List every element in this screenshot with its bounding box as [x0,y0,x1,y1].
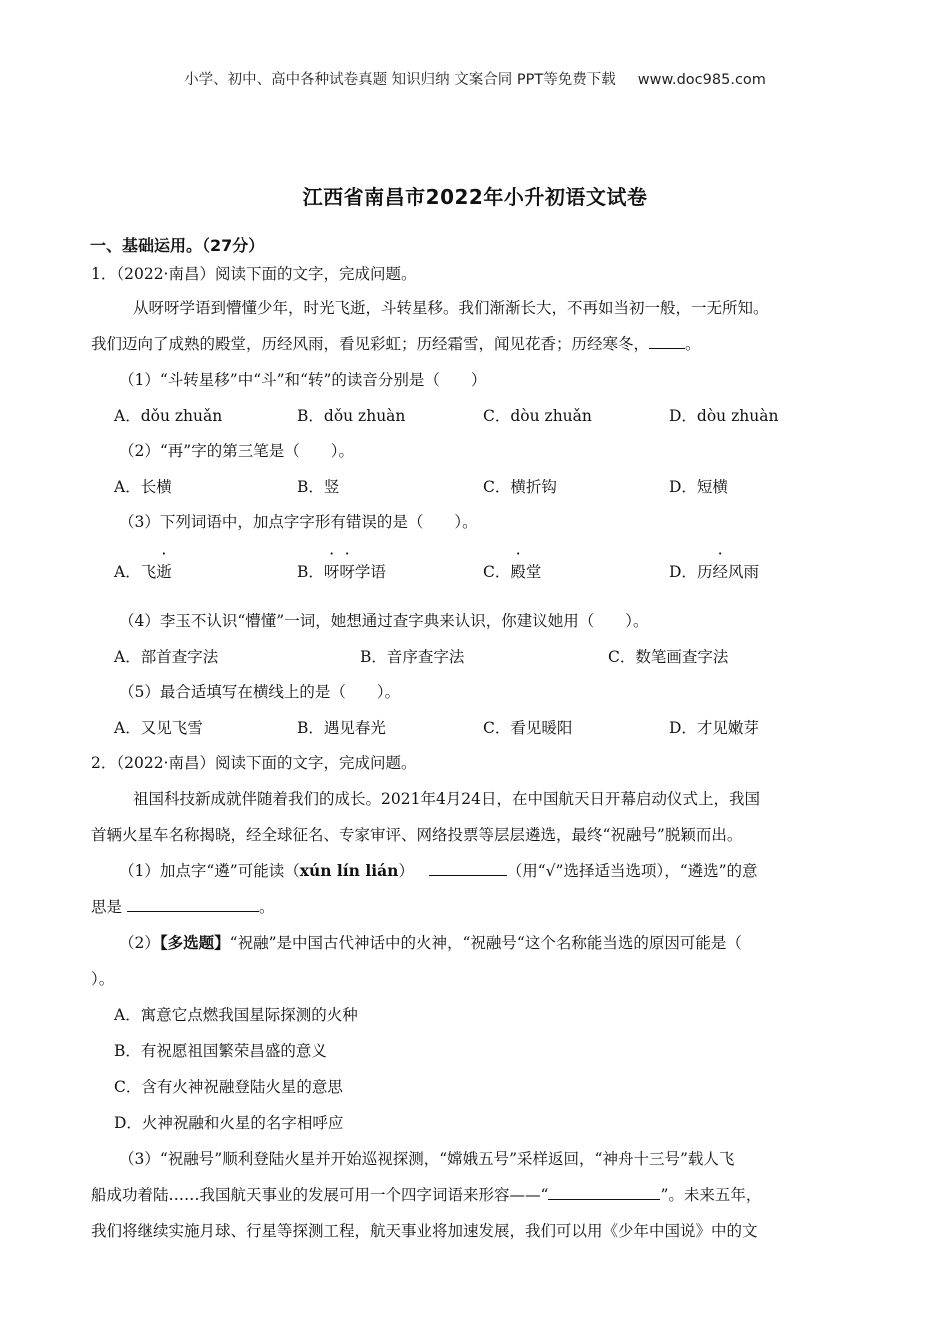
q1-sub1-option-c[interactable]: C．dòu zhuǎn [483,407,592,425]
q2-sub3-text: 船成功着陆……我国航天事业的发展可用一个四字词语来形容——“ [91,1186,549,1204]
q2-sub2-stem-end: ）。 [91,970,115,988]
q2-intro: 2．（2022·南昌）阅读下面的文字，完成问题。 [91,754,417,772]
q2-sub1-pinyin: xún lín lián [299,861,399,880]
q1-sub1-option-a[interactable]: A．dǒu zhuǎn [114,407,223,425]
option-label: A． [114,563,141,581]
q1-sub5-option-a[interactable]: A．又见飞雪 [114,719,203,737]
q1-sub5-option-d[interactable]: D．才见嫩芽 [669,719,759,737]
option-text: 学语 [354,563,386,581]
option-text: 风雨 [727,563,759,581]
q2-sub2-option-b[interactable]: B．有祝愿祖国繁荣昌盛的意义 [114,1042,327,1060]
dotted-char: 逝 [156,563,172,581]
q2-sub1-text: （用“√”选择适当选项），“遴选”的意 [506,862,758,880]
q1-passage-text: 我们迈向了成熟的殿堂，历经风雨，看见彩虹；历经霜雪，闻见花香；历经寒冬， [91,335,650,353]
option-text: 历 [696,563,713,581]
dotted-char: 殿 [510,563,526,581]
option-label: D． [669,563,697,581]
q1-sub3-stem: （3）下列词语中，加点字字形有错误的是（ ）。 [119,513,478,531]
q1-sub5-option-b[interactable]: B．遇见春光 [297,719,386,737]
q1-sub4-option-c[interactable]: C．数笔画查字法 [608,648,729,666]
dotted-char: 经 [712,563,728,581]
q2-sub3-text: ”。未来五年， [660,1186,762,1204]
q1-sub5-option-c[interactable]: C．看见暖阳 [483,719,573,737]
q1-sub2-stem: （2）“再”字的第三笔是（ ）。 [119,442,354,460]
q1-sub2-option-b[interactable]: B．竖 [297,478,340,496]
q2-sub1-blank1[interactable] [429,860,507,876]
q2-sub1-text: 。 [258,898,275,916]
option-label: B． [297,563,324,581]
q2-sub2-option-d[interactable]: D．火神祝融和火星的名字相呼应 [114,1114,344,1132]
q1-sub4-option-a[interactable]: A．部首查字法 [114,648,219,666]
q2-sub2-option-a[interactable]: A．寓意它点燃我国星际探测的火种 [114,1006,358,1024]
q2-sub2-tag: 【多选题】 [159,933,230,952]
q2-sub2-text: “祝融”是中国古代神话中的火神，“祝融号“这个名称能当选的原因可能是（ [229,934,742,952]
q1-sub4-option-b[interactable]: B．音序查字法 [360,648,465,666]
q2-passage-line2: 首辆火星车名称揭晓，经全球征名、专家审评、网络投票等层层遴选，最终“祝融号”脱颖而出。 [91,826,743,844]
option-text: 飞 [140,563,157,581]
header-site: www.doc985.com [637,72,766,88]
q1-sub2-option-c[interactable]: C．横折钩 [483,478,557,496]
q2-sub2-text: （2） [119,934,160,952]
q2-sub3-line3: 我们将继续实施月球、行星等探测工程，航天事业将加速发展，我们可以用《少年中国说》中的文 [91,1222,758,1240]
q1-sub1-option-d[interactable]: D．dòu zhuàn [669,407,779,425]
q1-sub3-option-c[interactable] [483,560,541,582]
dotted-char: 呀 [339,563,355,581]
q1-sub5-stem: （5）最合适填写在横线上的是（ ）。 [119,683,401,701]
section-heading: 一、基础运用。（27分） [90,236,265,255]
dotted-char: 呀 [323,563,340,581]
q2-sub3-line1: （3）“祝融号”顺利登陆火星并开始巡视探测，“嫦娥五号”采样返回，“神舟十三号”载人飞 [119,1150,735,1168]
q1-passage-blank[interactable] [649,333,685,349]
q2-sub3-blank[interactable] [548,1184,660,1200]
q1-passage-end: 。 [685,335,701,353]
header-banner: 小学、初中、高中各种试卷真题 知识归纳 文案合同 PPT等免费下载 [184,72,616,88]
q2-sub1-line2 [91,895,274,917]
q1-sub3-option-a[interactable] [114,560,172,582]
q1-sub1-stem: （1）“斗转星移”中“斗”和“转”的读音分别是（ ） [119,371,487,389]
q1-sub4-stem: （4）李玉不认识“懵懂”一词，她想通过查字典来认识，你建议她用（ ）。 [119,612,649,630]
q2-sub1-text: （1）加点字“遴”可能读（ [119,862,300,880]
q2-sub1-blank2[interactable] [127,896,259,912]
q2-sub1-text: ） [398,862,414,880]
option-text: 堂 [525,563,542,581]
q2-sub1-line1 [119,859,758,881]
q2-sub2-option-c[interactable]: C．含有火神祝融登陆火星的意思 [114,1078,343,1096]
q2-sub3-line2 [91,1183,761,1205]
page-header [0,68,950,89]
q1-sub1-option-b[interactable]: B．dǒu zhuàn [297,407,406,425]
q2-sub1-text: 思是 [91,898,123,916]
q1-intro: 1．（2022·南昌）阅读下面的文字，完成问题。 [91,265,417,283]
q2-passage-line1: 祖国科技新成就伴随着我们的成长。2021年4月24日，在中国航天日开幕启动仪式上，我国 [133,790,761,808]
q2-sub2-stem [119,931,742,953]
page-title: 江西省南昌市2022年小升初语文试卷 [302,185,648,209]
q1-passage-line2 [91,332,701,354]
option-label: C． [483,563,511,581]
q1-sub3-option-b[interactable] [297,560,386,582]
q1-sub2-option-d[interactable]: D．短横 [669,478,728,496]
q1-sub3-option-d[interactable] [669,560,759,582]
q1-sub2-option-a[interactable]: A．长横 [114,478,172,496]
q1-passage-line1: 从呀呀学语到懵懂少年，时光飞逝，斗转星移。我们渐渐长大，不再如当初一般，一无所知。 [133,299,769,317]
